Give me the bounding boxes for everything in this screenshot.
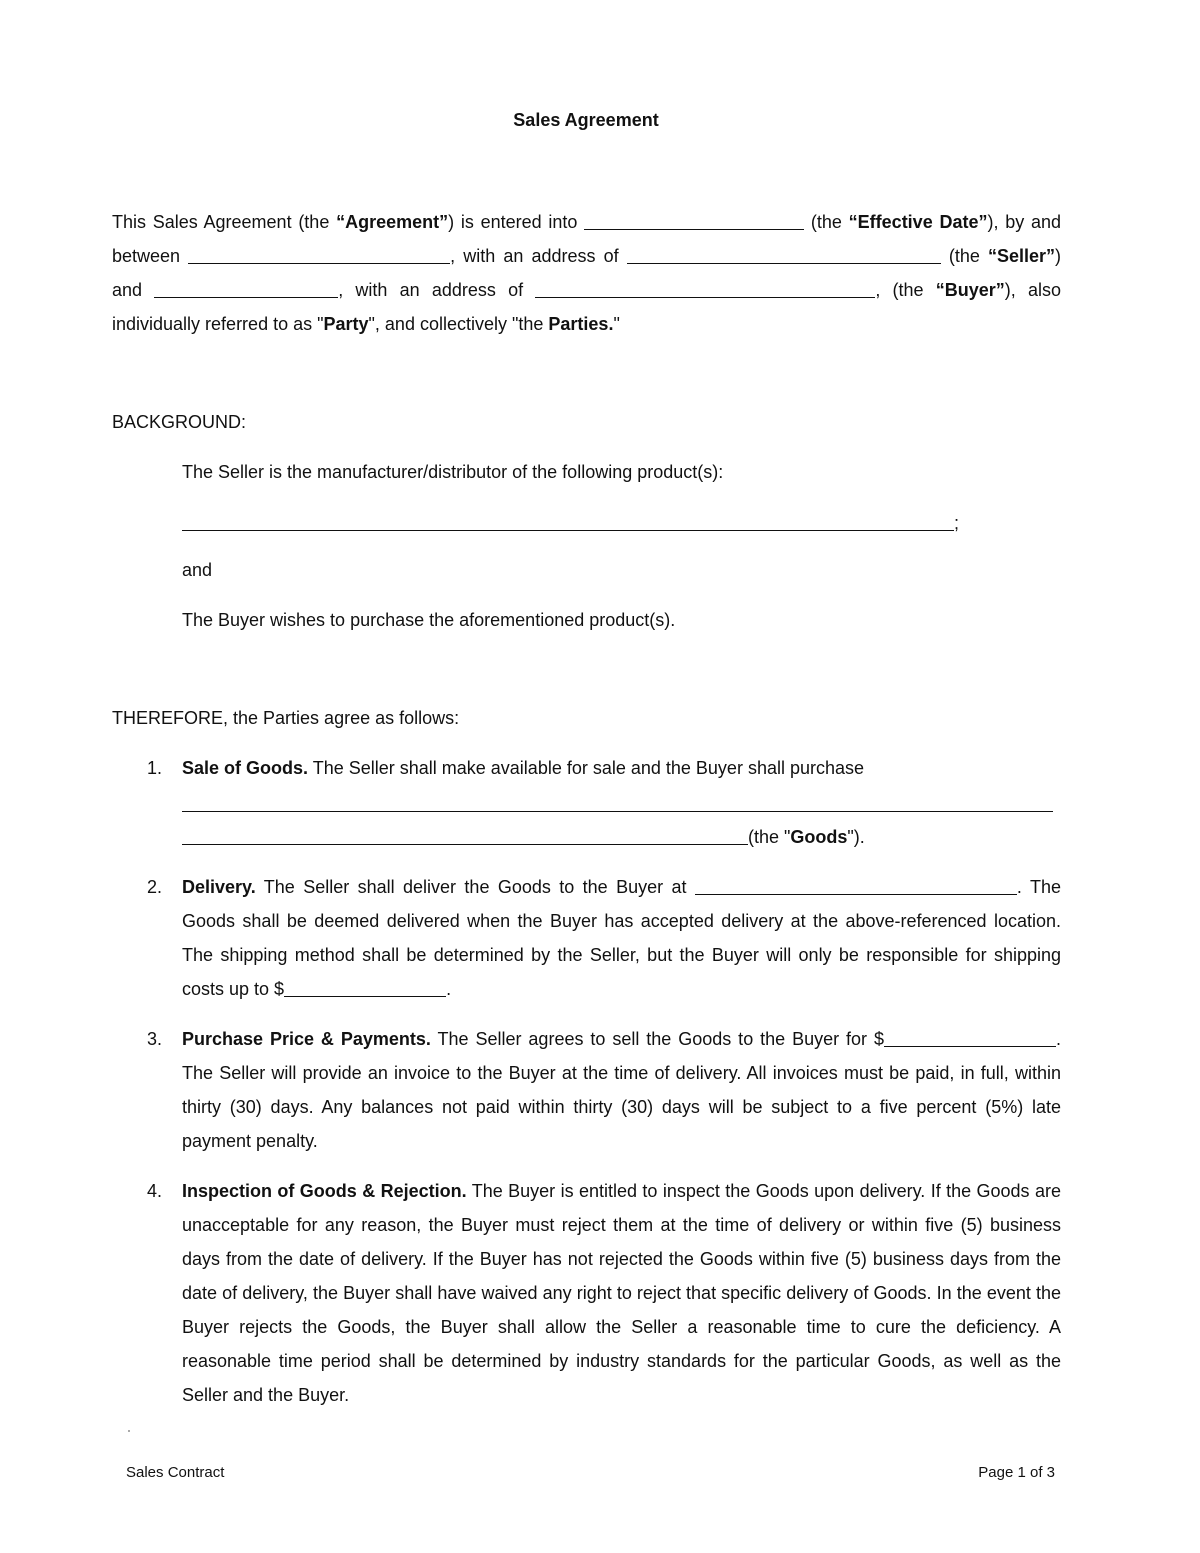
clause-4: [112, 1174, 1061, 1412]
clauses-list: [112, 751, 1061, 1428]
page-number: Page 1 of 3: [978, 1464, 1055, 1481]
intro-text: , with an address of: [450, 246, 627, 266]
clause-text: The Seller shall make available for sale and the Buyer shall purchase: [308, 758, 865, 778]
intro-text: ", and collectively "the: [368, 314, 549, 334]
effective-date-blank[interactable]: [584, 211, 804, 230]
intro-text: ) is entered into: [448, 212, 585, 232]
intro-text: ), by and between: [112, 212, 1061, 266]
clause-number: 3.: [147, 1029, 163, 1049]
clause-text: . The Seller will provide an invoice to the Buyer at the time of delivery. All invoices must be paid, in full, within thirty (30) days. Any balances not paid within thirty (30) days will be subject to a five percent (5%) late payment penalty.: [182, 1029, 1061, 1151]
footer-left: Sales Contract: [126, 1464, 225, 1481]
clause-3: [112, 1022, 1061, 1158]
product-line: [182, 512, 959, 534]
party-term: Party: [323, 314, 369, 334]
intro-paragraph: [112, 205, 1061, 341]
clause-heading: Inspection of Goods & Rejection.: [182, 1181, 467, 1201]
clause-heading: Sale of Goods.: [182, 758, 309, 778]
goods-description-blank-2[interactable]: [182, 826, 748, 845]
clause-2: [112, 870, 1061, 1006]
therefore-statement: THEREFORE, the Parties agree as follows:: [112, 708, 460, 728]
clause-number: 1.: [147, 758, 163, 778]
clause-text: The Buyer is entitled to inspect the Goods upon delivery. If the Goods are unacceptable for any reason, the Buyer must reject them at the time of delivery or within five (5) business days from the date of delivery. If the Buyer has not rejected the Goods within five (5) business days from the date of delivery, the Buyer shall have waived any right to reject that specific delivery of Goods. In the event the Buyer rejects the Goods, the Buyer shall allow the Seller a reasonable time to cure the deficiency. A reasonable time period shall be determined by industry standards for the particular Goods, as well as the Seller and the Buyer.: [182, 1181, 1061, 1405]
seller-statement: The Seller is the manufacturer/distributor of the following product(s):: [182, 462, 724, 482]
document-title: Sales Agreement: [513, 110, 659, 130]
seller-address-blank[interactable]: [627, 245, 941, 264]
clause-text: The Seller shall deliver the Goods to the Buyer at: [255, 877, 695, 897]
clause-number: 4.: [147, 1181, 163, 1201]
clause-1: [112, 751, 1061, 854]
intro-text: , (the: [875, 280, 936, 300]
intro-text: This Sales Agreement (the: [112, 212, 337, 232]
and-text: and: [182, 560, 213, 580]
footer-mark: [128, 1430, 130, 1432]
goods-description-blank[interactable]: [182, 785, 1053, 812]
buyer-name-blank[interactable]: [154, 279, 338, 298]
seller-name-blank[interactable]: [188, 245, 450, 264]
buyer-statement: The Buyer wishes to purchase the aforementioned product(s).: [182, 610, 676, 630]
clause-heading: Delivery.: [182, 877, 256, 897]
clause-text: (the ": [748, 827, 791, 847]
clause-heading: Purchase Price & Payments.: [182, 1029, 431, 1049]
delivery-address-blank[interactable]: [695, 876, 1017, 895]
clause-number: 2.: [147, 877, 163, 897]
intro-text: ": [613, 314, 620, 334]
agreement-term: “Agreement”: [336, 212, 449, 232]
intro-text: ) and: [112, 246, 1061, 300]
intro-text: (the: [940, 246, 988, 266]
effective-date-term: “Effective Date”: [848, 212, 988, 232]
clause-text: ").: [847, 827, 865, 847]
background-heading: BACKGROUND:: [112, 412, 247, 432]
parties-term: Parties.: [548, 314, 614, 334]
products-blank[interactable]: [182, 512, 954, 531]
clause-text: .: [446, 979, 452, 999]
clause-text: . The Goods shall be deemed delivered when the Buyer has accepted delivery at the above-referenced location. The shipping method shall be determined by the Seller, but the Buyer will only be responsible for shipping costs up to $: [182, 877, 1061, 999]
product-terminator: ;: [954, 513, 960, 533]
intro-text: ), also individually referred to as ": [112, 280, 1061, 334]
intro-text: (the: [804, 212, 849, 232]
buyer-address-blank[interactable]: [535, 279, 875, 298]
purchase-price-blank[interactable]: [884, 1028, 1056, 1047]
seller-term: “Seller”: [987, 246, 1055, 266]
buyer-term: “Buyer”: [935, 280, 1005, 300]
shipping-cost-blank[interactable]: [284, 978, 446, 997]
clause-text: The Seller agrees to sell the Goods to the Buyer for $: [430, 1029, 884, 1049]
goods-term: Goods: [790, 827, 848, 847]
intro-text: , with an address of: [338, 280, 536, 300]
